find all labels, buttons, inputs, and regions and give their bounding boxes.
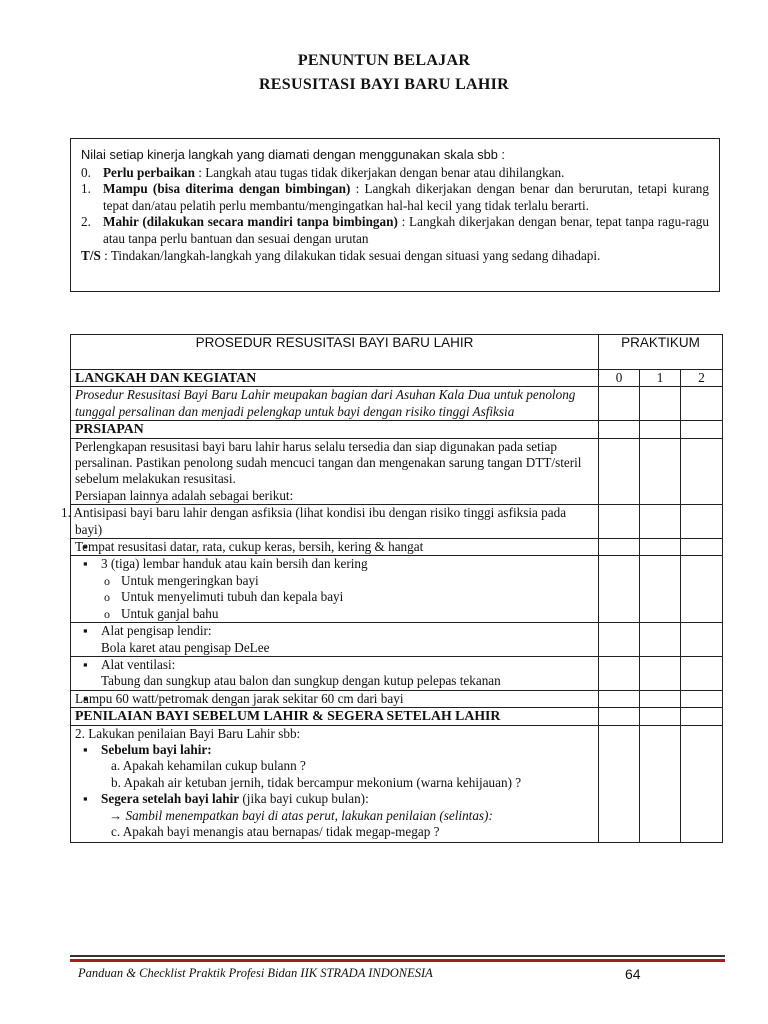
- score-cell[interactable]: [640, 387, 681, 421]
- score-cell[interactable]: [681, 387, 723, 421]
- scoring-scale-box: [70, 138, 720, 292]
- header-procedure: PROSEDUR RESUSITASI BAYI BARU LAHIR: [71, 335, 599, 370]
- bullet-lampu: ▪ Lampu 60 watt/petromak dengan jarak sekitar 60 cm dari bayi: [71, 690, 599, 707]
- procedure-table: [61, 334, 723, 843]
- scale-item-0: [81, 165, 709, 182]
- scale-ts-term: T/S: [81, 247, 101, 263]
- score-cell[interactable]: [681, 656, 723, 690]
- score-cell[interactable]: [640, 556, 681, 623]
- score-cell[interactable]: [599, 623, 640, 657]
- score-cell[interactable]: [681, 623, 723, 657]
- step-2: 2. Lakukan penilaian Bayi Baru Lahir sbb:: [75, 725, 301, 741]
- score-cell[interactable]: [599, 690, 640, 707]
- table-row: [71, 539, 723, 556]
- score-cell[interactable]: [640, 656, 681, 690]
- scale-item-desc: : Langkah dikerjakan dengan benar, tepat tanpa ragu-ragu atau tanpa perlu bantuan dan sesuai dengan urutan: [103, 214, 709, 246]
- score-cell[interactable]: [599, 656, 640, 690]
- table-row: [71, 438, 723, 505]
- scale-item-desc: : Langkah dikerjakan dengan benar dan berurutan, tetapi kurang tepat dan/atau pelatih perlu membantu/mengingatkan hal-hal kecil yang tidak terlalu berarti.: [103, 181, 709, 213]
- bullet-ventilasi-sub: Tabung dan sungkup atau balon dan sungkup dengan kutup pelepas tekanan: [101, 673, 501, 689]
- bullet-pengisap-sub: Bola karet atau pengisap DeLee: [101, 639, 270, 655]
- scale-intro: Nilai setiap kinerja langkah yang diamati dengan menggunakan skala sbb :: [81, 147, 505, 162]
- table-row: [71, 708, 723, 725]
- score-1-header: 1: [640, 370, 681, 387]
- score-0-header: 0: [599, 370, 640, 387]
- section-penilaian: PENILAIAN BAYI SEBELUM LAHIR & SEGERA SETELAH LAHIR: [71, 708, 599, 725]
- prep-other: Persiapan lainnya adalah sebagai berikut:: [75, 487, 294, 503]
- circle-item: o Untuk ganjal bahu: [71, 606, 594, 622]
- scale-item-number: 1.: [81, 181, 91, 197]
- score-cell[interactable]: [681, 438, 723, 505]
- scale-item-number: 2.: [81, 214, 91, 230]
- scale-ts: [81, 248, 709, 265]
- scale-ts-desc: : Tindakan/langkah-langkah yang dilakukan tidak sesuai dengan situasi yang sedang dihadapi.: [100, 247, 601, 263]
- scale-item-desc: : Langkah atau tugas tidak dikerjakan dengan benar atau dihilangkan.: [194, 164, 565, 180]
- table-row: [71, 623, 723, 657]
- circle-item: o Untuk menyelimuti tubuh dan kepala bayi: [71, 589, 594, 605]
- score-cell[interactable]: [599, 387, 640, 421]
- score-cell[interactable]: [599, 725, 640, 843]
- table-row: [71, 656, 723, 690]
- question-c: c. Apakah bayi menangis atau bernapas/ tidak megap-megap ?: [111, 823, 440, 839]
- score-2-header: 2: [681, 370, 723, 387]
- score-cell[interactable]: [640, 438, 681, 505]
- bullet-pengisap: ▪ Alat pengisap lendir:: [71, 623, 594, 639]
- score-cell[interactable]: [599, 556, 640, 623]
- step-1: 1. Antisipasi bayi baru lahir dengan asfiksia (lihat kondisi ibu dengan risiko tinggi asfiksia pada bayi): [71, 505, 599, 539]
- intro-italic: Prosedur Resusitasi Bayi Baru Lahir meupakan bagian dari Asuhan Kala Dua untuk penolong tunggal persalinan dan menjadi pelengkap untuk bayi dengan risiko tinggi Asfiksia: [71, 387, 599, 421]
- bullet-ventilasi: ▪ Alat ventilasi:: [71, 657, 594, 673]
- question-a: a. Apakah kehamilan cukup bulann ?: [111, 758, 306, 774]
- table-row: [71, 556, 723, 623]
- table-row: [71, 370, 723, 387]
- scale-item-term: Mahir (dilakukan secara mandiri tanpa bimbingan): [103, 214, 398, 230]
- page-number: 64: [625, 966, 641, 982]
- col-langkah-header: LANGKAH DAN KEGIATAN: [71, 370, 599, 387]
- score-cell[interactable]: [640, 505, 681, 539]
- table-row: [71, 421, 723, 438]
- scale-item-1: [81, 181, 709, 214]
- table-row: [71, 725, 723, 843]
- score-cell[interactable]: [640, 725, 681, 843]
- score-cell[interactable]: [599, 505, 640, 539]
- scale-item-term: Mampu (bisa diterima dengan bimbingan): [103, 181, 351, 197]
- scale-item-term: Perlu perbaikan: [103, 164, 195, 180]
- footer-divider-accent: [70, 959, 725, 962]
- sebelum-label: ▪ Sebelum bayi lahir:: [71, 742, 594, 758]
- question-b: b. Apakah air ketuban jernih, tidak bercampur mekonium (warna kehijauan) ?: [111, 774, 522, 790]
- score-cell[interactable]: [599, 438, 640, 505]
- table-row: [71, 690, 723, 707]
- score-cell[interactable]: [681, 556, 723, 623]
- footer-text: Panduan & Checklist Praktik Profesi Bidan IIK STRADA INDONESIA: [78, 966, 433, 980]
- score-cell[interactable]: [599, 539, 640, 556]
- section-prsiapan: PRSIAPAN: [71, 421, 599, 438]
- segera-label: Segera setelah bayi lahir: [101, 791, 240, 807]
- table-row: [71, 387, 723, 421]
- score-cell[interactable]: [681, 725, 723, 843]
- scale-item-2: [81, 214, 709, 247]
- prep-text: Perlengkapan resusitasi bayi baru lahir harus selalu tersedia dan siap digunakan pada setiap persalinan. Pastikan penolong sudah mencuci tangan dan mengenakan sarung tangan DTT/steril sebelum melakukan resusitasi.: [75, 438, 582, 487]
- page-title-line1: PENUNTUN BELAJAR: [297, 52, 471, 69]
- arrow-instruction: → Sambil menempatkan bayi di atas perut, lakukan penilaian (selintas):: [109, 807, 493, 823]
- header-praktikum: PRAKTIKUM: [599, 335, 723, 370]
- score-cell[interactable]: [640, 539, 681, 556]
- score-cell[interactable]: [640, 623, 681, 657]
- scale-item-number: 0.: [81, 164, 91, 180]
- table-row: [71, 505, 723, 539]
- score-cell[interactable]: [640, 690, 681, 707]
- circle-item: o Untuk mengeringkan bayi: [71, 573, 594, 589]
- segera-rest: (jika bayi cukup bulan):: [239, 791, 369, 807]
- bullet-handuk: ▪ 3 (tiga) lembar handuk atau kain bersih dan kering: [71, 556, 594, 572]
- footer-divider: [70, 955, 725, 957]
- bullet-tempat: ▪ Tempat resusitasi datar, rata, cukup keras, bersih, kering & hangat: [71, 539, 599, 556]
- score-cell[interactable]: [681, 539, 723, 556]
- page-title-line2: RESUSITASI BAYI BARU LAHIR: [258, 76, 510, 93]
- score-cell[interactable]: [681, 505, 723, 539]
- table-header-row: [71, 335, 723, 370]
- score-cell[interactable]: [681, 690, 723, 707]
